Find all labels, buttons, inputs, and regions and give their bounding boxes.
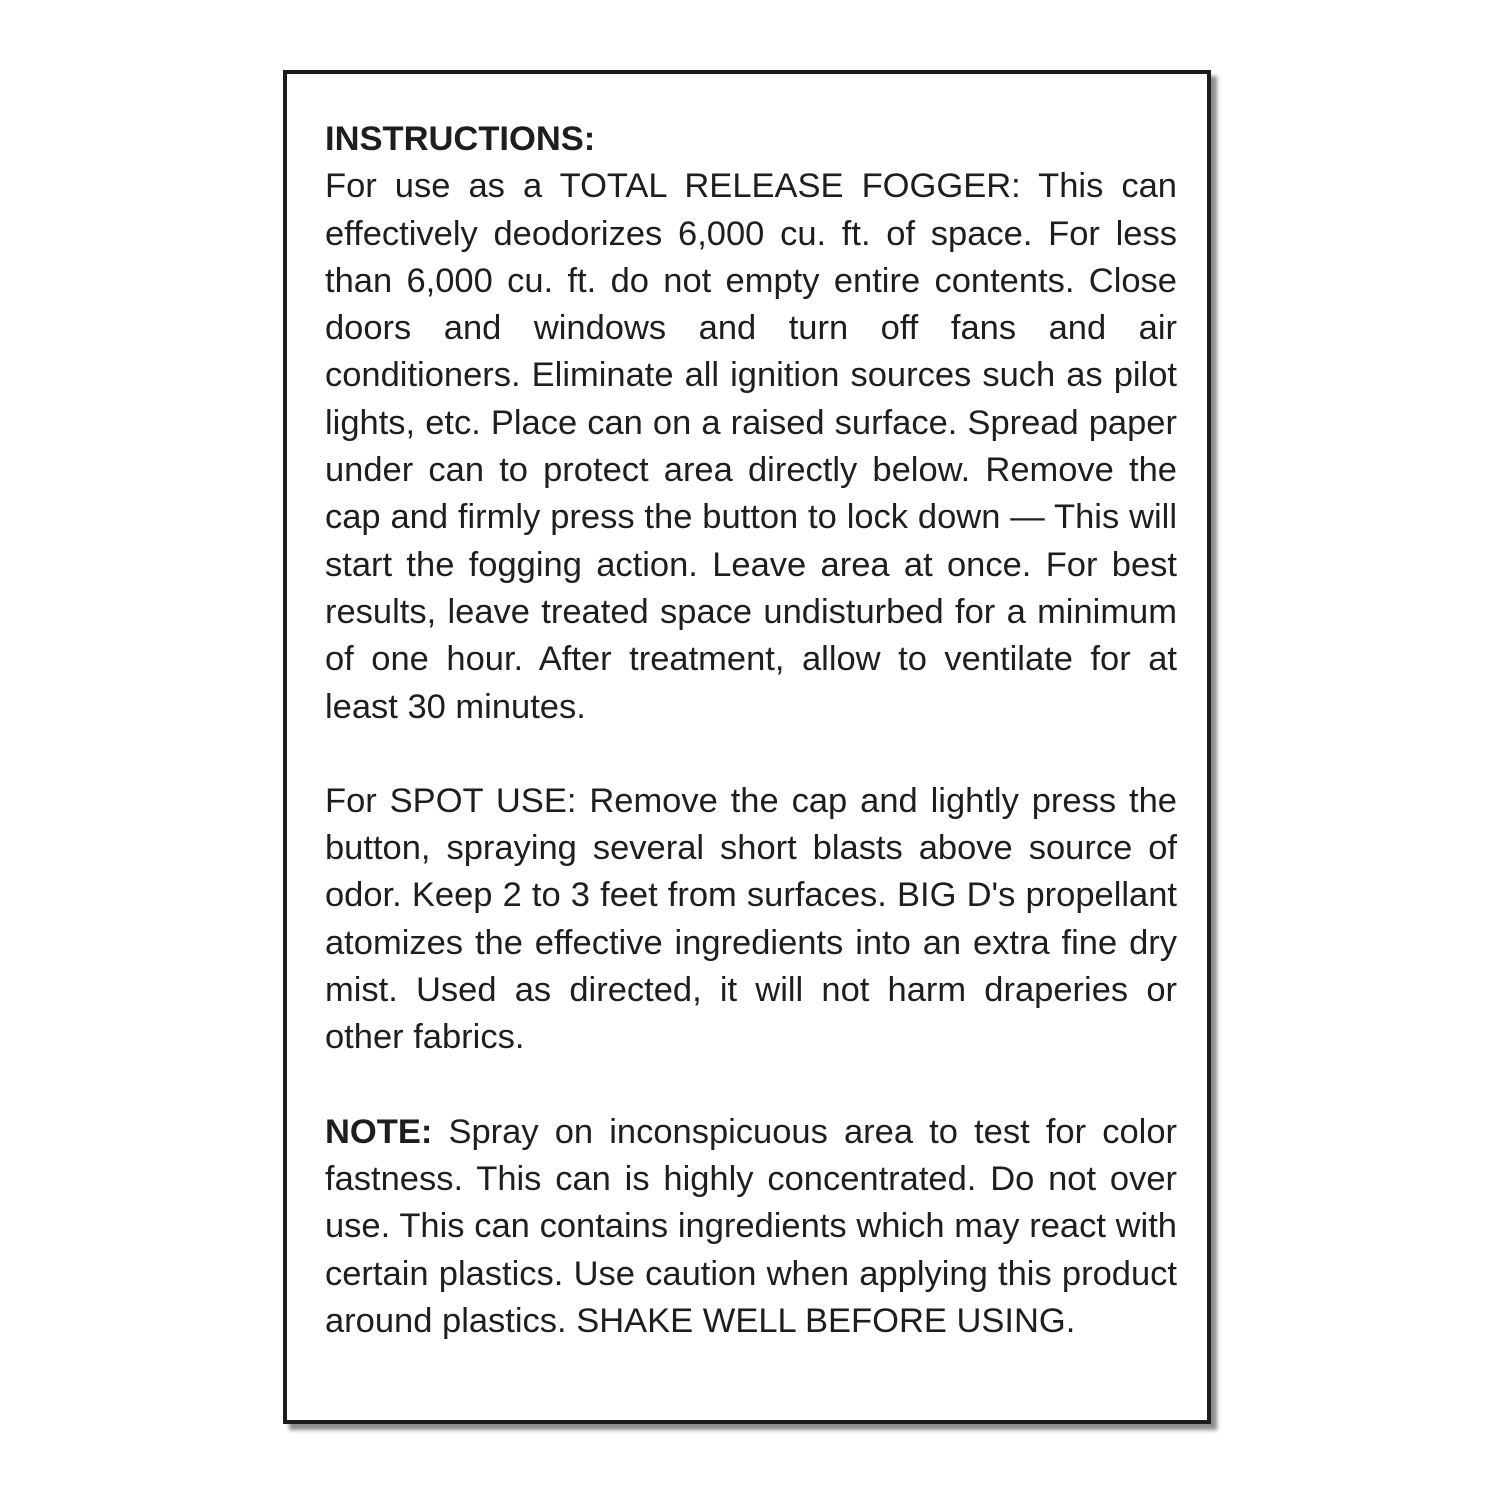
spot-use-paragraph: For SPOT USE: Remove the cap and lightly press the button, spraying several short blasts above source of odor. Keep 2 to 3 feet from surfaces. BIG D's propellant atomizes the effective ingredients into an extra fine dry mist. Used as directed, it will not harm draperies or other fabrics. — [325, 781, 1177, 1057]
paragraph-spacer — [325, 731, 1177, 778]
label-body — [325, 116, 1177, 1345]
fogger-instructions-paragraph: For use as a TOTAL RELEASE FOGGER: This can effectively deodorizes 6,000 cu. ft. of space. For less than 6,000 cu. ft. do not empty entire contents. Close doors and windows and turn off fans and air conditioners. Eliminate all ignition sources such as pilot lights, etc. Place can on a raised surface. Spread paper under can to protect area directly below. Remove the cap and firmly press the button to lock down — This will start the fogging action. Leave area at once. For best results, leave treated space undisturbed for a minimum of one hour. After treatment, allow to ventilate for at least 30 minutes. — [325, 167, 1177, 726]
instructions-label — [283, 70, 1211, 1424]
note-text: Spray on inconspicuous area to test for color fastness. This can is highly concentrated. Do not over use. This can contains ingredients which may react with certain plastics. Use caution when applying this product around plastics. SHAKE WELL BEFORE USING. — [325, 1112, 1177, 1340]
instructions-heading: INSTRUCTIONS: — [325, 120, 596, 158]
paragraph-spacer — [325, 1062, 1177, 1109]
note-label: NOTE: — [325, 1112, 433, 1151]
note-paragraph — [325, 1109, 1177, 1345]
